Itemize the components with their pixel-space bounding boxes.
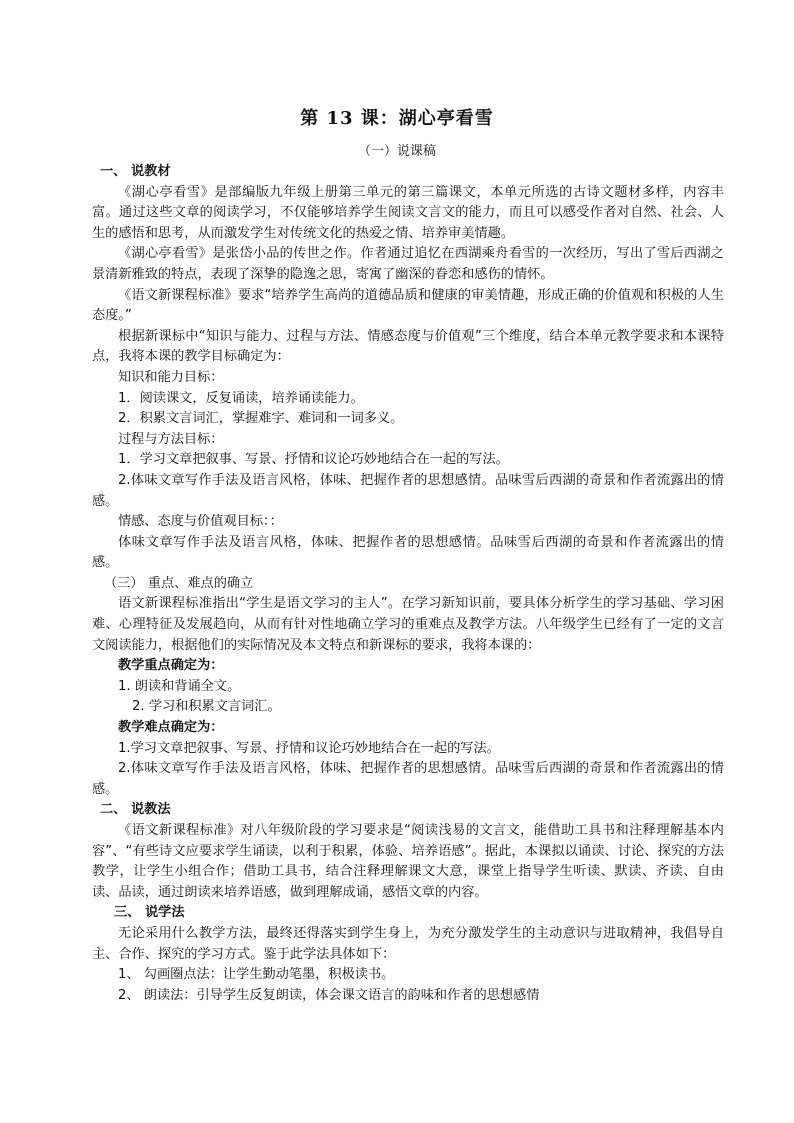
- goal-knowledge-item: 2．积累文言词汇，掌握难字、难词和一词多义。: [118, 411, 404, 427]
- lesson-title: 第 13 课：湖心亭看雪: [300, 108, 494, 129]
- goal-emotion-title: 情感、态度与价值观目标：：: [118, 514, 283, 530]
- paragraph-key-points: 语文新课程标准指出“学生是语文学习的主人”。在学习新知识前，要具体分析学生的学习基础、学习困难、心理特征及发展趋向，从而有针对性地确立学习的重难点及教学方法。八年级学生已经有了一定的文言文阅读能力，根据他们的实际情况及本文特点和新课标的要求，我将本课的：: [92, 596, 724, 653]
- paragraph-goals: 根据新课标中“知识与能力、过程与方法、情感态度与价值观”三个维度，结合本单元教学要求和本课特点，我将本课的教学目标确定为：: [92, 328, 724, 365]
- goal-knowledge-title: 知识和能力目标：: [118, 369, 224, 385]
- goal-process-item: 2.体味文章写作手法及语言风格，体味、把握作者的思想感情。品味雪后西湖的奇景和作者流露出的情感。: [92, 472, 724, 509]
- key-point-item: 1. 朗读和背诵全文。: [118, 678, 241, 694]
- paragraph-work: 《湖心亭看雪》是张岱小品的传世之作。作者通过追忆在西湖乘舟看雪的一次经历，写出了雪后西湖之景清新雅致的特点，表现了深挚的隐逸之思，寄寓了幽深的眷恋和感伤的情怀。: [92, 246, 724, 282]
- difficult-points-title: 教学难点确定为：: [118, 720, 224, 736]
- section-heading-key-points: （三） 重点、难点的确立: [104, 575, 254, 591]
- document-body: [92, 162, 724, 1006]
- goal-knowledge-item: 1．阅读课文，反复诵读，培养诵读能力。: [118, 390, 364, 406]
- difficult-point-item: 1.学习文章把叙事、写景、抒情和议论巧妙地结合在一起的写法。: [118, 740, 500, 756]
- learning-method-item: 1、 勾画圈点法：让学生勤动笔墨，积极读书。: [118, 967, 395, 983]
- learning-method-item: 2、 朗读法：引导学生反复朗读，体会课文语言的韵味和作者的思想感情: [118, 987, 540, 1003]
- paragraph-standard: 《语文新课程标准》要求“培养学生高尚的道德品质和健康的审美情趣，形成正确的价值观和积极的人生态度。”: [92, 287, 724, 324]
- paragraph-teaching-method: 《语文新课程标准》对八年级阶段的学习要求是“阅读浅易的文言文，能借助工具书和注释理解基本内容”、“有些诗文应要求学生诵读，以利于积累，体验、培养语感”。据此，本课拟以诵读、讨论、探究的方法教学，让学生小组合作；借助工具书，结合注释理解课文大意，课堂上指导学生听读、默读、齐读、自由读、品读，通过朗读来培养语感，做到理解成诵，感悟文章的内容。: [92, 823, 724, 900]
- section-heading-textbook: 一、 说教材: [100, 164, 171, 179]
- section-heading-learning-method: 三、 说学法: [114, 905, 185, 921]
- key-point-item: 2. 学习和积累文言词汇。: [132, 699, 281, 715]
- goal-emotion-item: 体味文章写作手法及语言风格，体味、把握作者的思想感情。品味雪后西湖的奇景和作者流露出的情感。: [92, 534, 724, 571]
- paragraph-intro: 《湖心亭看雪》是部编版九年级上册第三单元的第三篇课文，本单元所选的古诗文题材多样，内容丰富。通过这些文章的阅读学习，不仅能够培养学生阅读文言文的能力，而且可以感受作者对自然、社会、人生的感悟和思考，从而激发学生对传统文化的热爱之情、培养审美情趣。: [92, 184, 724, 241]
- lesson-subtitle: （一）说课稿: [357, 144, 436, 159]
- key-points-title: 教学重点确定为：: [118, 658, 224, 674]
- paragraph-learning-method: 无论采用什么教学方法，最终还得落实到学生身上，为充分激发学生的主动意识与进取精神，我倡导自主、合作、探究的学习方式。鉴于此学法具体如下：: [92, 925, 724, 962]
- goal-process-title: 过程与方法目标：: [118, 431, 224, 447]
- difficult-point-item: 2.体味文章写作手法及语言风格，体味、把握作者的思想感情。品味雪后西湖的奇景和作者流露出的情感。: [92, 761, 724, 797]
- section-heading-teaching-method: 二、 说教法: [100, 802, 171, 818]
- goal-process-item: 1．学习文章把叙事、写景、抒情和议论巧妙地结合在一起的写法。: [118, 452, 509, 468]
